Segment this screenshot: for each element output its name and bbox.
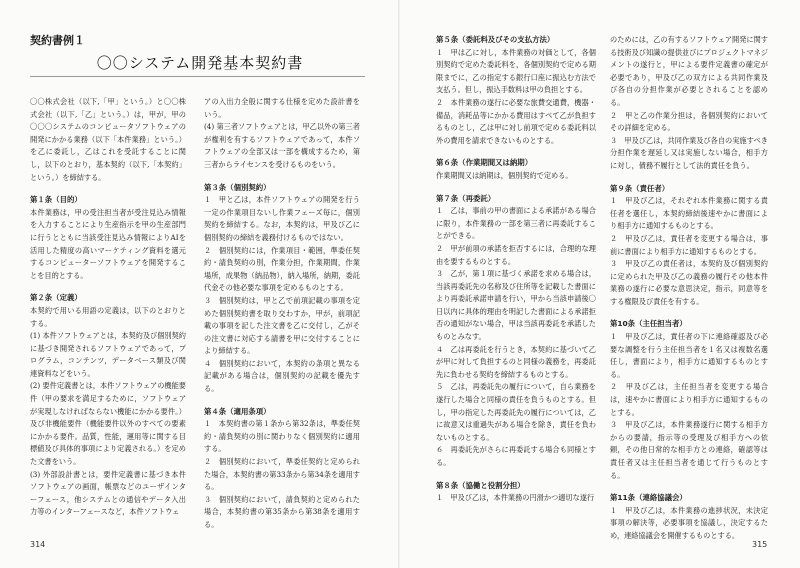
paragraph: １ 乙は，事前の甲の書面による承諾がある場合に限り，本件業務の一部を第三者に再委託することができる。: [436, 206, 596, 241]
section-gap: [30, 282, 186, 292]
section-gap: [610, 308, 768, 318]
page-number-left: 314: [30, 540, 46, 549]
paragraph: アの入出力全般に関する仕様を定めた設計書をいう。: [204, 97, 360, 119]
paragraph: ３ 個別契約において，請負契約と定められた場合，本契約書の第35条から第38条を適用する。: [204, 494, 360, 529]
paragraph: ５ 乙は，再委託先の履行について，自ら業務を遂行した場合と同様の責任を負うものとする。但し，甲の指定した再委託先の履行については，乙に故意又は重過失がある場合を除き，責任を負わないものとする。: [436, 382, 596, 442]
article-heading: 第７条（再委託）: [436, 193, 496, 203]
article-heading: 第10条（主任担当者）: [610, 319, 687, 329]
text-column-2: [204, 96, 360, 532]
paragraph: １ 甲は乙に対し，本件業務の対価として，各個別契約で定めた委託料を，各個別契約で定める期限までに，乙の指定する銀行口座に振込む方法で支払う。但し，振込手数料は甲の負担とする。: [436, 47, 596, 95]
paragraph: ２ 個別契約には，作業項目・範囲，準委任契約・請負契約の別，作業分担，作業期間，作業場所，成果物（納品物），納入場所，納期，委託代金その他必要な事項を定めるものとする。: [204, 245, 360, 293]
example-label: 契約書例１: [30, 34, 85, 47]
paragraph: ３ 甲及び乙は，本件業務遂行に関する相手方からの要請，指示等の受理及び相手方への依頼，その他日常的な相手方との連絡，確認等は責任者又は主任担当者を通じて行うものとする。: [610, 420, 768, 480]
paragraph: のためには，乙の有するソフトウェア開発に関する技術及び知識の提供並びにプロジェクトマネジメントの遂行と，甲による要件定義書の確定が必要であり，甲及び乙の双方による共同作業及び各自の分担作業が必要とされることを認める。: [610, 35, 768, 107]
paragraph: (2) 要件定義書とは，本件ソフトウェアの機能要件（甲の要求を満足するために，ソフトウェアが実現しなければならない機能にかかる要件。）及び非機能要件（機能要件以外のすべての要素にかかる要件。品質，性能，運用等に関する目標値及び具体的事項により定義される。）を定めた文書をいう。: [30, 381, 186, 467]
paragraph: ３ 乙が，第１項に基づく承諾を求める場合は，当該再委託先の名称及び住所等を記載した書面により再委託承諾申請を行い，甲から当該申請後〇日以内に具体的理由を明記した書面による承諾拒否の通知がない場合，甲は当該再委託を承諾したものとみなす。: [436, 269, 596, 342]
article-heading: 第６条（作業期間又は納期）: [436, 158, 533, 168]
paragraph: １ 甲及び乙は，本件業務の進捗状況，未決定事項の解決等，必要事項を協議し，決定するため，連絡協議会を開催するものとする。: [610, 505, 768, 540]
paragraph: ２ 個別契約において，準委任契約と定められた場合，本契約書の第33条から第34条を適用する。: [204, 457, 360, 492]
text-column-4: [610, 34, 768, 543]
section-gap: [30, 184, 186, 194]
article-heading: 第８条（協働と役割分担）: [436, 480, 525, 490]
paragraph: 本件業務は，甲の受注担当者が受注見込み情報を入力することにより生産指示を甲の生産部門に行うとともに当該受注見込み情報によりAIを活用した精度の高いマーケティング資料を選元するコンピューターソフトウェアを開発することを目的とする。: [30, 207, 186, 280]
paragraph: ２ 本件業務の遂行に必要な旅費交通費，機器・備品，消耗品等にかかる費用はすべて乙が負担するものとし，乙は甲に対し前項で定める委託料以外の費用を請求できないものとする。: [436, 97, 596, 145]
article-heading: 第３条（個別契約）: [204, 182, 271, 192]
paragraph: ２ 甲と乙の作業分担は，各個別契約においてその詳細を定める。: [610, 110, 768, 133]
section-gap: [204, 172, 360, 182]
paragraph: ２ 甲が前項の承諾を拒否するには，合理的な理由を要するものとする。: [436, 243, 596, 266]
section-gap: [204, 396, 360, 406]
paragraph: ３ 甲及び乙の責任者は，本契約及び個別契約に定められた甲及び乙の義務の履行その他本件業務の遂行に必要な意思決定，指示，同意等をする権限及び責任を有する。: [610, 259, 768, 306]
paragraph: ２ 甲及び乙は，主任担当者を変更する場合は，速やかに書面により相手方に通知するものとする。: [610, 382, 768, 417]
paragraph: １ 甲と乙は，本件ソフトウェアの開発を行う一定の作業項目ないし作業フェーズ毎に，個別契約を締結する。なお，本契約は，甲及び乙に個別契約の締結を義務付けるものではない。: [204, 195, 360, 242]
section-gap: [436, 470, 596, 480]
article-heading: 第11条（連絡協議会）: [610, 493, 687, 503]
paragraph: 作業期間又は納期は，個別契約で定める。: [436, 170, 573, 180]
paragraph: １ 甲及び乙は，責任者の下に連絡確認及び必要な調整を行う主任担当者を１名又は複数名選任し，書面により，相手方に通知するものとする。: [610, 332, 768, 379]
paragraph: (4) 第三者ソフトウェアとは，甲乙以外の第三者が権利を有するソフトウェアであって，本件ソフトウェアの全部又は一部を構成するため，第三者からライセンスを受けるものをいう。: [204, 122, 360, 169]
paragraph: ４ 乙は再委託を行うとき，本契約に基づいて乙が甲に対して負担するのと同様の義務を，再委託先に負わせる契約を締結するものとする。: [436, 344, 596, 379]
article-heading: 第１条（目的）: [30, 195, 82, 205]
paragraph: ２ 甲及び乙は，責任者を変更する場合は，事前に書面により相手方に通知するものとする。: [610, 233, 768, 256]
article-heading: 第５条（委託料及びその支払方法）: [436, 35, 555, 44]
paragraph: １ 本契約書の第１条から第32条は，準委任契約・請負契約の別に関わりなく個別契約に適用する。: [204, 419, 360, 454]
paragraph: ６ 再委託先がさらに再委託する場合も同様とする。: [436, 445, 596, 467]
paragraph: ４ 個別契約において，本契約の条項と異なる記載がある場合は，個別契約の記載を優先する。: [204, 358, 360, 394]
section-gap: [610, 173, 768, 183]
document-title: 〇〇システム開発基本契約書: [96, 54, 304, 72]
text-column-1: [30, 96, 186, 519]
section-gap: [436, 183, 596, 193]
title-divider: [30, 76, 365, 77]
paragraph: 〇〇株式会社（以下,「甲」という。）と〇〇株式会社（以下,「乙」という。）は，甲が，甲の〇〇〇システムのコンピュータソフトウェアの開発にかかる業務（以下「本件業務」という。）を乙に委託し，乙はこれを受託することに関し，以下のとおり，基本契約（以下,「本契約」という。）を締結する。: [30, 97, 186, 182]
section-gap: [436, 147, 596, 157]
article-heading: 第９条（責任者）: [610, 183, 670, 193]
paragraph: 本契約で用いる用語の定義は，以下のとおりとする。: [30, 305, 186, 328]
text-column-3: [436, 34, 596, 505]
page-number-right: 315: [752, 540, 768, 549]
paragraph: (1) 本件ソフトウェアとは，本契約及び個別契約に基づき開発されるソフトウェアであって，プログラム，コンテンツ，データベース類及び関連資料などをいう。: [30, 331, 186, 378]
section-gap: [610, 482, 768, 492]
paragraph: ３ 甲及び乙は，共同作業及び各自の実施すべき分担作業を遅延し又は実施しない場合，相手方に対し，債務不履行として法的責任を負う。: [610, 135, 768, 170]
paragraph: １ 甲及び乙は，それぞれ本件業務に関する責任者を選任し，本契約締結後速やかに書面により相手方に通知するものとする。: [610, 196, 768, 231]
article-heading: 第４条（適用条項）: [204, 406, 271, 416]
paragraph: ３ 個別契約は，甲と乙で前項記載の事項を定めた個別契約書を取り交わすか，甲が，前項記載の事項を記した注文書を乙に交付し，乙がその注文書に対応する請書を甲に交付することにより締結する。: [204, 295, 360, 356]
paragraph: (3) 外部設計書とは，要件定義書に基づき本件ソフトウェアの画面，帳票などのユーザインターフェース，他システムとの通信やデータ入出力等のインターフェースなど，本件ソフトウェ: [30, 469, 186, 517]
article-heading: 第２条（定義）: [30, 293, 82, 303]
paragraph: １ 甲及び乙は，本件業務の円滑かつ適切な遂行: [436, 493, 595, 503]
